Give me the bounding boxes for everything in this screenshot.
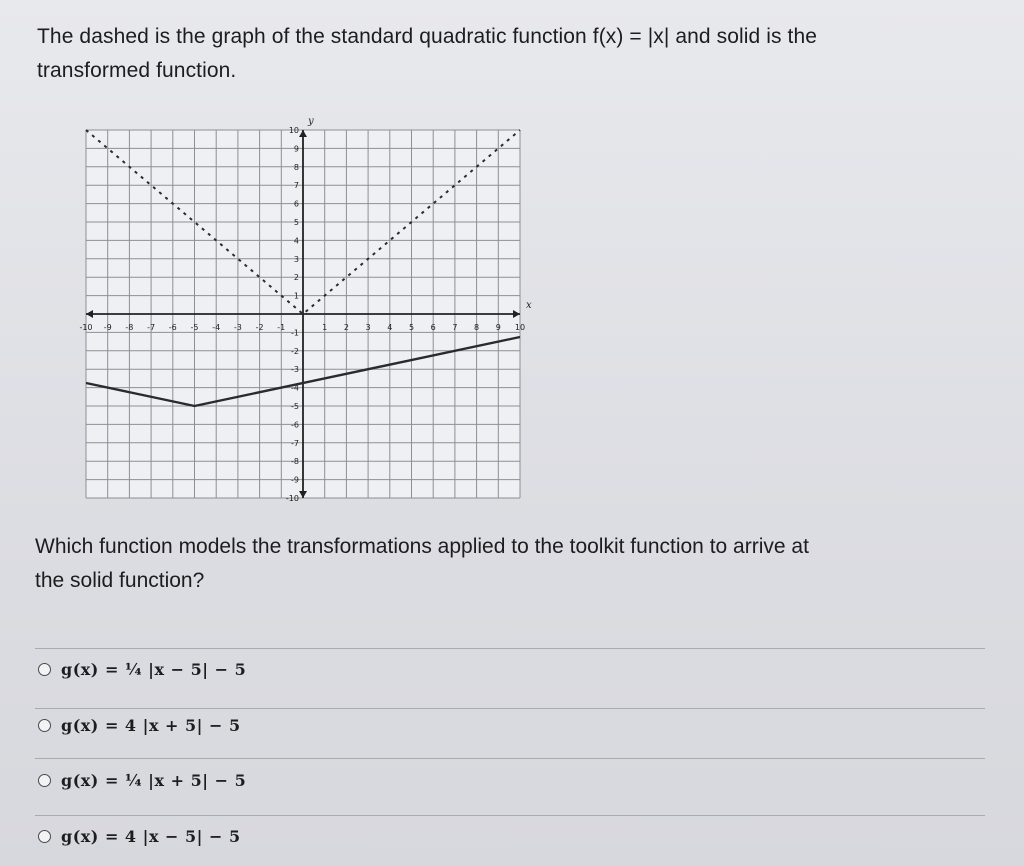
answer-option-label: g(x) = ¼ |x − 5| − 5 [61,660,247,679]
y-tick-label: -6 [291,420,299,430]
x-tick-label: -7 [147,323,156,332]
radio-button[interactable] [38,663,51,676]
y-axis-label: y [308,116,314,127]
y-tick-label: -2 [291,346,299,356]
answer-option-3[interactable] [38,771,246,790]
answer-option-label: g(x) = ¼ |x + 5| − 5 [61,771,247,790]
y-tick-label: 7 [293,181,299,191]
x-tick-label: 3 [365,323,371,332]
question-line-2: transformed function. [37,59,237,82]
x-tick-label: -9 [103,323,112,332]
y-tick-label: -4 [291,383,299,393]
y-tick-label: 9 [293,144,299,154]
x-tick-label: 9 [495,323,501,332]
y-tick-label: 4 [293,236,299,246]
x-tick-label: 10 [514,323,526,332]
question-line-1: The dashed is the graph of the standard quadratic function f(x) = |x| and solid is the [37,25,818,48]
y-tick-label: 6 [293,199,299,209]
x-tick-label: -5 [190,323,199,332]
answer-option-1[interactable] [38,660,246,679]
x-tick-label: 6 [430,323,436,332]
y-tick-label: -5 [291,402,299,411]
y-tick-label: 2 [293,273,299,283]
x-tick-label: -4 [212,323,221,332]
x-tick-label: 7 [452,323,458,332]
y-tick-label: 5 [293,218,299,227]
answer-option-4[interactable] [38,827,241,846]
y-tick-label: -8 [291,457,299,467]
radio-button[interactable] [38,774,51,787]
y-tick-label: 1 [293,291,299,301]
x-axis-label: x [526,300,532,311]
answer-option-label: g(x) = 4 |x − 5| − 5 [61,827,241,846]
x-tick-label: 5 [408,323,415,332]
prompt-text [35,530,995,598]
x-tick-label: 8 [474,323,480,332]
x-tick-label: 2 [343,323,349,332]
prompt-line-1: Which function models the transformations applied to the toolkit function to arrive at [35,535,809,558]
answer-option-2[interactable] [38,716,241,735]
x-tick-label: 4 [387,323,393,332]
coordinate-graph [78,112,538,510]
divider [35,758,985,759]
x-tick-label: -2 [255,323,264,332]
question-text [37,20,967,88]
y-tick-label: -9 [291,475,299,485]
radio-button[interactable] [38,830,51,843]
x-tick-label: -3 [233,323,242,332]
x-tick-label: 1 [322,323,328,332]
divider [35,815,985,816]
answer-option-label: g(x) = 4 |x + 5| − 5 [61,716,241,735]
prompt-line-2: the solid function? [35,569,205,592]
x-tick-label: -8 [125,323,134,332]
y-tick-label: 10 [288,126,299,135]
y-tick-label: -10 [285,494,299,503]
y-tick-label: 3 [293,254,299,264]
divider [35,708,985,709]
x-tick-label: -1 [277,323,286,332]
divider [35,648,985,649]
radio-button[interactable] [38,719,51,732]
y-tick-label: -1 [291,328,299,338]
y-tick-label: 8 [293,162,299,172]
y-tick-label: -3 [291,365,299,375]
x-tick-label: -10 [79,323,93,332]
y-tick-label: -7 [291,438,299,448]
x-tick-label: -6 [168,323,177,332]
